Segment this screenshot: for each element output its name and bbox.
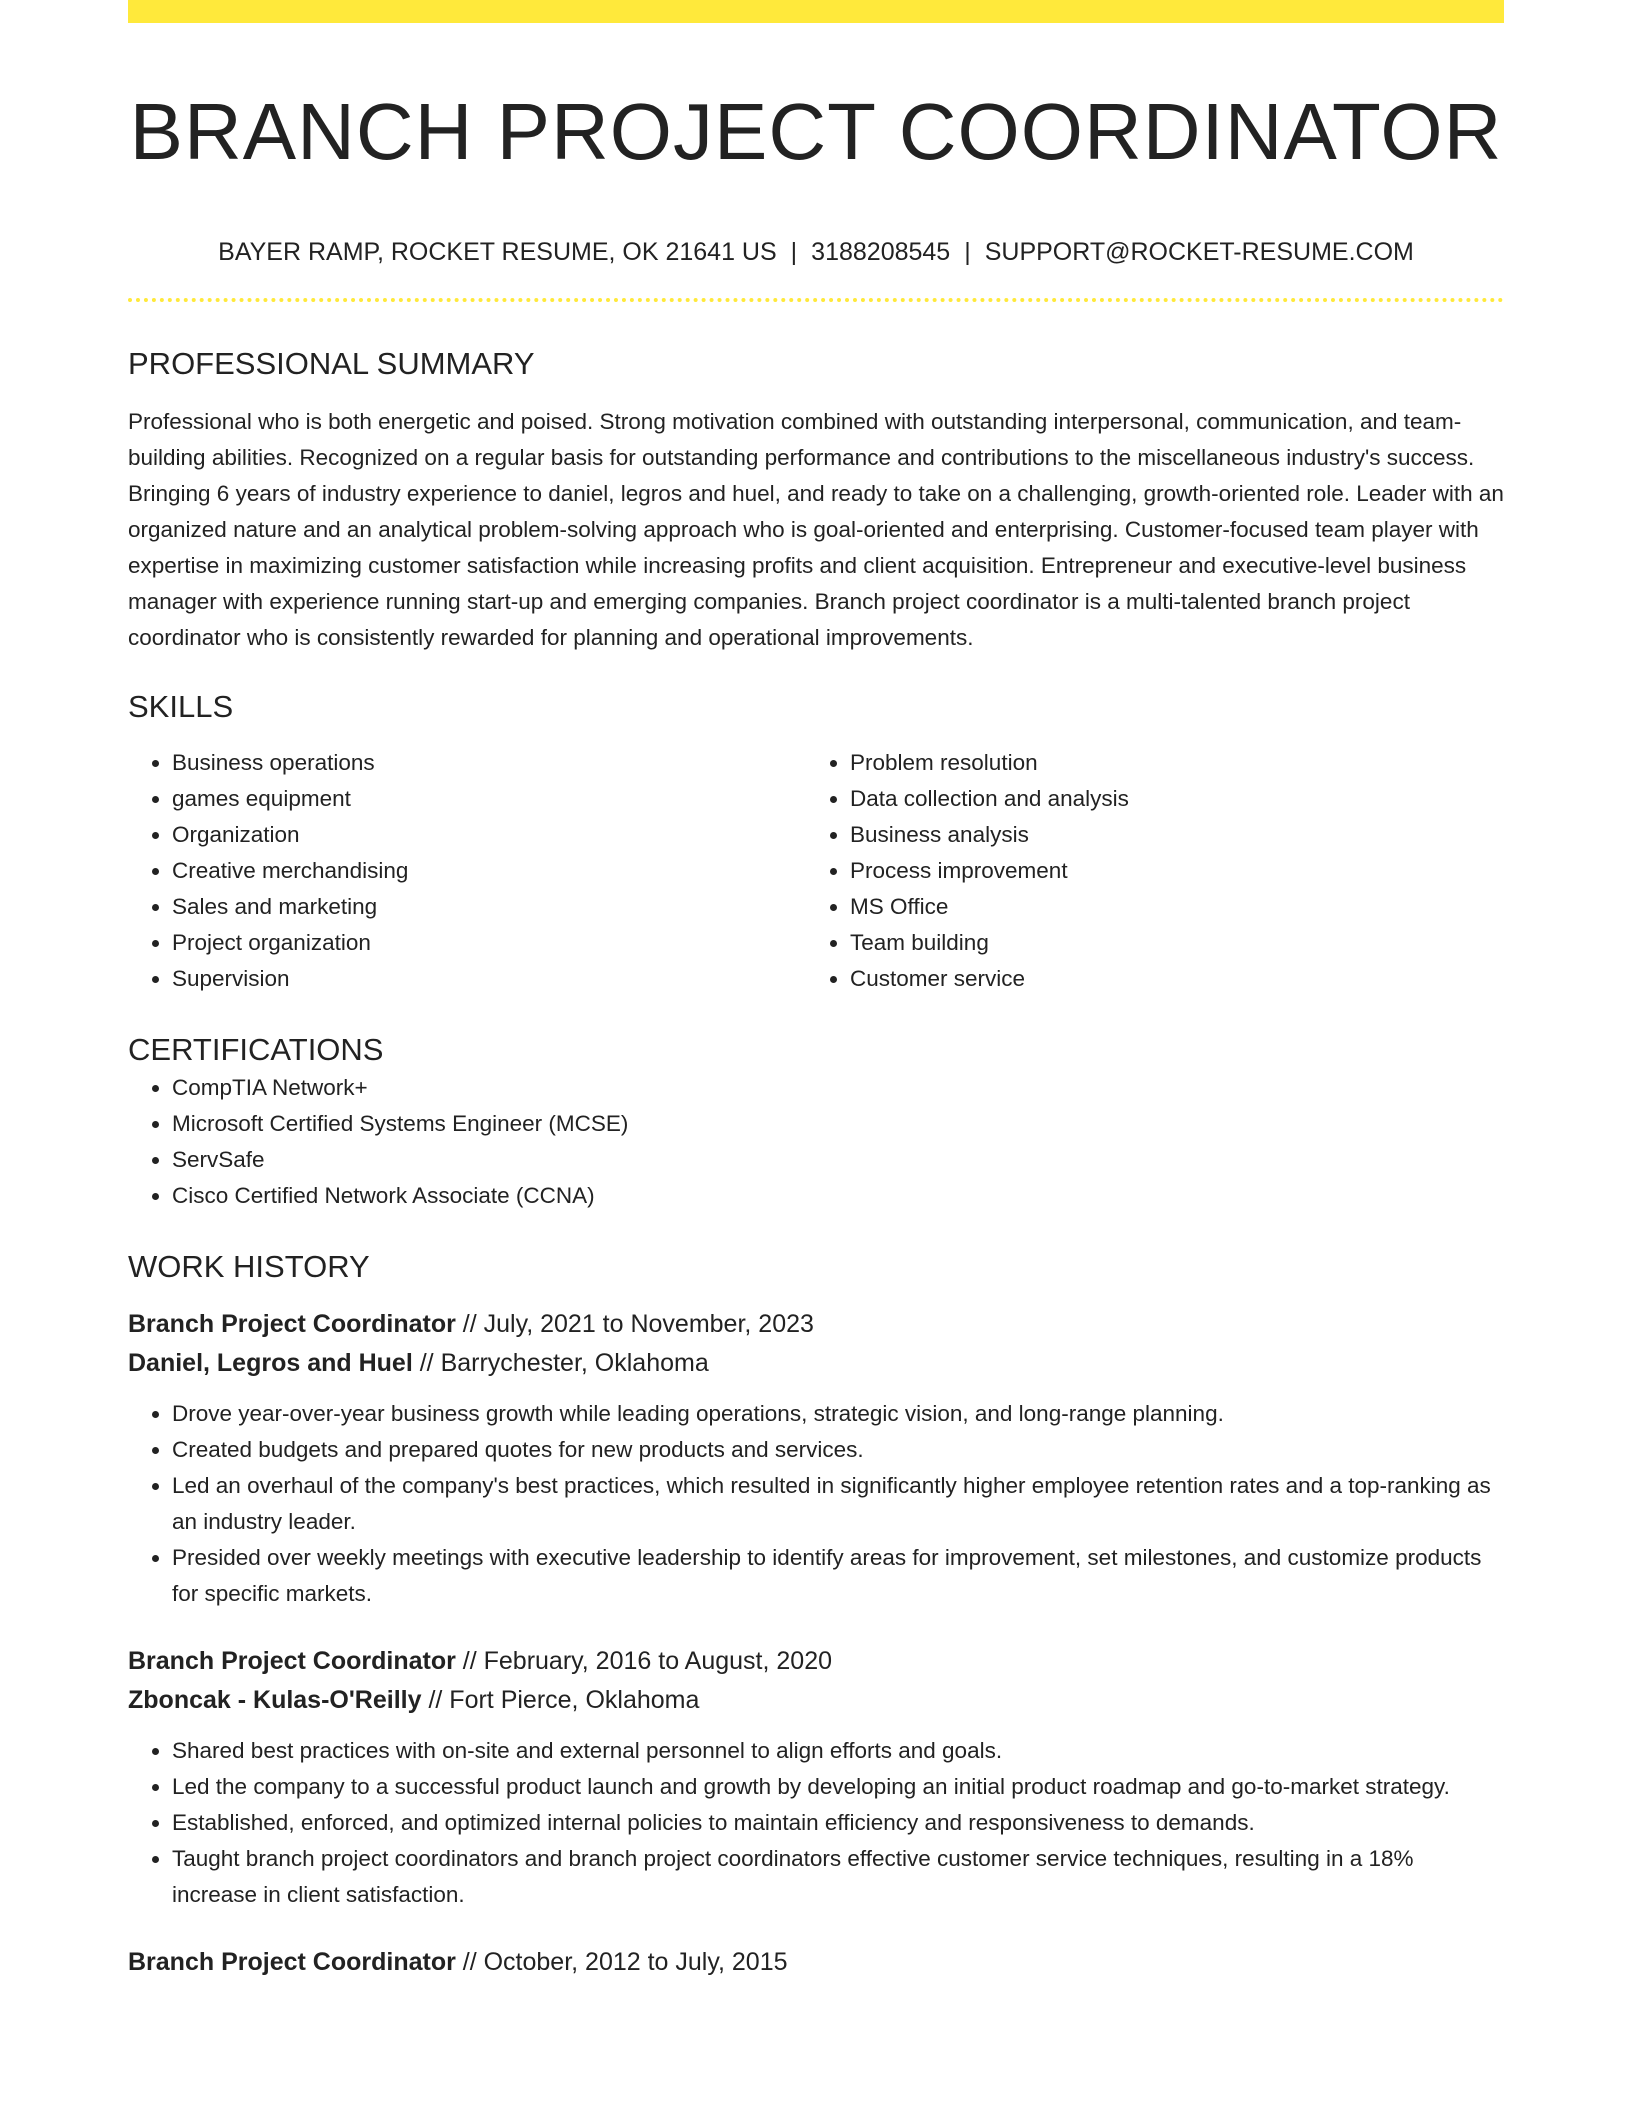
- job-role: Branch Project Coordinator: [128, 1948, 456, 1976]
- certification-item: • Cisco Certified Network Associate (CCNA): [172, 1178, 1504, 1214]
- contact-phone: 3188208545: [811, 238, 951, 266]
- contact-address: BAYER RAMP, ROCKET RESUME, OK 21641 US: [218, 238, 777, 266]
- job-bullet: • Led the company to a successful product launch and growth by developing an initial product roadmap and go-to-market strategy.: [172, 1769, 1504, 1805]
- skill-item: • Business analysis: [850, 817, 1484, 853]
- certification-item: • CompTIA Network+: [172, 1070, 1504, 1106]
- job-dates: // July, 2021 to November, 2023: [455, 1310, 814, 1338]
- job-entry: [128, 1305, 1504, 1612]
- job-bullet: • Established, enforced, and optimized internal policies to maintain efficiency and responsiveness to demands.: [172, 1805, 1504, 1841]
- job-location: // Barrychester, Oklahoma: [412, 1349, 709, 1377]
- job-company-line: [128, 1681, 1504, 1720]
- skill-item: • Business operations: [172, 745, 806, 781]
- contact-email: SUPPORT@ROCKET-RESUME.COM: [984, 238, 1414, 266]
- job-bullet: • Created budgets and prepared quotes for new products and services.: [172, 1432, 1504, 1468]
- skills-list-right: [806, 745, 1484, 997]
- job-role-line: [128, 1943, 1504, 1982]
- skill-item: • MS Office: [850, 889, 1484, 925]
- resume-page: [128, 0, 1504, 1982]
- job-company: Daniel, Legros and Huel: [128, 1349, 413, 1377]
- contact-separator: |: [964, 238, 971, 266]
- job-company-line: [128, 1344, 1504, 1383]
- skill-item: • Creative merchandising: [172, 853, 806, 889]
- summary-text: Professional who is both energetic and poised. Strong motivation combined with outstanding interpersonal, communication, and team-building abilities. Recognized on a regular basis for outstanding performance and contributions to the miscellaneous industry's success. Bringing 6 years of industry experience to daniel, legros and huel, and ready to take on a challenging, growth-oriented role. Leader with an organized nature and an analytical problem-solving approach who is goal-oriented and enterprising. Customer-focused team player with expertise in maximizing customer satisfaction while increasing profits and client acquisition. Entrepreneur and executive-level business manager with experience running start-up and emerging companies. Branch project coordinator is a multi-talented branch project coordinator who is consistently rewarded for planning and operational improvements.: [128, 409, 1504, 650]
- skills-heading: SKILLS: [128, 689, 234, 724]
- skill-item: • Team building: [850, 925, 1484, 961]
- job-bullet: • Shared best practices with on-site and external personnel to align efforts and goals.: [172, 1733, 1504, 1769]
- job-role-line: [128, 1305, 1504, 1344]
- dotted-divider: [128, 298, 1504, 302]
- work-history-heading: WORK HISTORY: [128, 1249, 370, 1284]
- skill-item: • Problem resolution: [850, 745, 1484, 781]
- job-bullet: • Presided over weekly meetings with executive leadership to identify areas for improvement, set milestones, and customize products for specific markets.: [172, 1540, 1504, 1612]
- contact-line: [128, 235, 1504, 269]
- job-company: Zboncak - Kulas-O'Reilly: [128, 1686, 422, 1714]
- candidate-name: BRANCH PROJECT COORDINATOR: [129, 87, 1503, 176]
- job-role: Branch Project Coordinator: [128, 1310, 456, 1338]
- skills-columns: [128, 745, 1504, 997]
- skills-list-left: [128, 745, 806, 997]
- accent-top-bar: [128, 0, 1504, 23]
- certifications-list: [128, 1070, 1504, 1214]
- skill-item: • games equipment: [172, 781, 806, 817]
- job-entry: [128, 1642, 1504, 1913]
- skill-item: • Data collection and analysis: [850, 781, 1484, 817]
- skill-item: • Organization: [172, 817, 806, 853]
- certifications-heading: CERTIFICATIONS: [128, 1032, 384, 1067]
- job-role-line: [128, 1642, 1504, 1681]
- job-bullet: • Led an overhaul of the company's best practices, which resulted in significantly higher employee retention rates and a top-ranking as an industry leader.: [172, 1468, 1504, 1540]
- job-location: // Fort Pierce, Oklahoma: [421, 1686, 700, 1714]
- skill-item: • Sales and marketing: [172, 889, 806, 925]
- job-bullets: [128, 1396, 1504, 1612]
- summary-heading: PROFESSIONAL SUMMARY: [128, 346, 535, 381]
- job-role: Branch Project Coordinator: [128, 1647, 456, 1675]
- skill-item: • Customer service: [850, 961, 1484, 997]
- job-dates: // February, 2016 to August, 2020: [455, 1647, 832, 1675]
- certification-item: • Microsoft Certified Systems Engineer (MCSE): [172, 1106, 1504, 1142]
- job-entry: [128, 1943, 1504, 1982]
- job-dates: // October, 2012 to July, 2015: [455, 1948, 788, 1976]
- certification-item: • ServSafe: [172, 1142, 1504, 1178]
- skill-item: • Project organization: [172, 925, 806, 961]
- job-bullet: • Drove year-over-year business growth while leading operations, strategic vision, and long-range planning.: [172, 1396, 1504, 1432]
- contact-separator: |: [790, 238, 798, 266]
- skill-item: • Supervision: [172, 961, 806, 997]
- job-bullet: • Taught branch project coordinators and branch project coordinators effective customer service techniques, resulting in a 18% increase in client satisfaction.: [172, 1841, 1504, 1913]
- skill-item: • Process improvement: [850, 853, 1484, 889]
- job-bullets: [128, 1733, 1504, 1913]
